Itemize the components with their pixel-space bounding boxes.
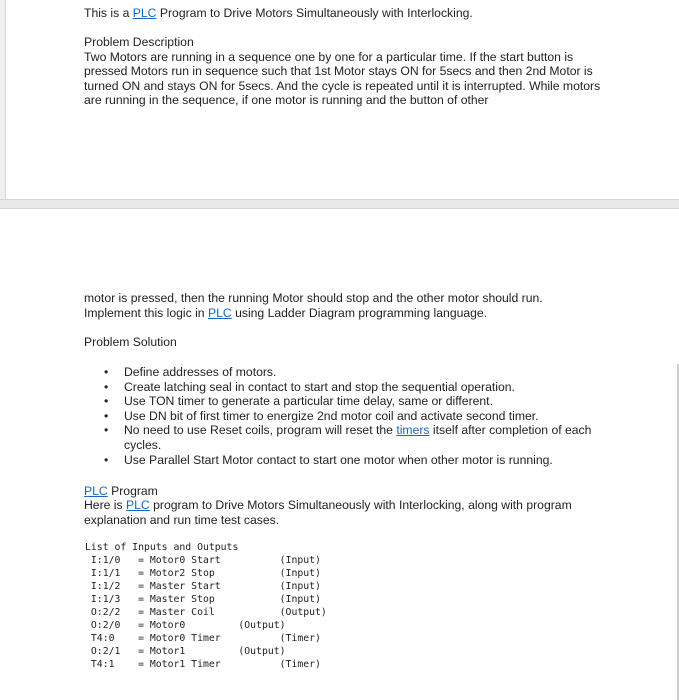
io-row: T4:0 = Motor0 Timer (Timer) — [85, 633, 321, 644]
timers-link[interactable]: timers — [396, 423, 430, 438]
plc-program-heading — [84, 484, 158, 499]
page-separator — [0, 199, 679, 209]
intro-line — [84, 6, 473, 21]
plc-program-suffix: program to Drive Motors Simultaneously with Interlocking, along with program explanation and run time test cases. — [84, 498, 572, 527]
page-top — [0, 0, 679, 199]
list-item: • Use DN bit of first timer to energize 2nd motor coil and activate second timer. — [84, 409, 604, 424]
io-list-title: List of Inputs and Outputs — [85, 542, 239, 553]
list-item-text: No need to use Reset coils, program will reset the — [124, 423, 397, 438]
plc-program-heading-suffix: Program — [107, 483, 158, 498]
list-item: • Use TON timer to generate a particular time delay, same or different. — [84, 394, 604, 409]
solution-list — [84, 365, 604, 467]
io-row: I:1/2 = Master Start (Input) — [85, 581, 321, 592]
plc-program-prefix: Here is — [84, 498, 126, 512]
io-row: O:2/0 = Motor0 (Output) — [85, 620, 286, 631]
list-item: • Use Parallel Start Motor contact to start one motor when other motor is running. — [84, 453, 604, 468]
plc-link-program[interactable]: PLC — [126, 498, 150, 512]
list-item: • Define addresses of motors. — [84, 365, 604, 380]
io-row: I:1/0 = Motor0 Start (Input) — [85, 555, 321, 566]
problem-description-continued: motor is pressed, then the running Motor should stop and the other motor should run. — [84, 291, 543, 305]
list-item — [84, 423, 604, 452]
list-item: • Create latching seal in contact to start and stop the sequential operation. — [84, 380, 604, 395]
problem-description-line2 — [84, 306, 487, 321]
line2-suffix: using Ladder Diagram programming language. — [231, 305, 488, 320]
problem-description-heading: Problem Description — [84, 35, 194, 49]
plc-link-implement[interactable]: PLC — [207, 305, 232, 320]
io-row: I:1/1 = Motor2 Stop (Input) — [85, 568, 321, 579]
plc-program-description — [84, 498, 609, 527]
list-item-text-suffix: itself after completion of each cycles. — [124, 423, 592, 452]
line2-prefix: Implement this logic in — [84, 305, 208, 320]
problem-solution-heading: Problem Solution — [84, 335, 177, 349]
problem-description-text: Two Motors are running in a sequence one by one for a particular time. If the start button is pressed Motors run in sequence such that 1st Motor stays ON for 5secs and then 2nd Motor is turned ON and stays ON for 5secs. And the cycle is repeated until it is interrupted. While motors are running in the sequence, if one motor is running and the button of other — [84, 49, 601, 108]
io-row: O:2/2 = Master Coil (Output) — [85, 607, 327, 618]
intro-prefix: This is a — [84, 6, 133, 20]
io-row: T4:1 = Motor1 Timer (Timer) — [85, 659, 321, 670]
intro-suffix: Program to Drive Motors Simultaneously with Interlocking. — [156, 6, 473, 20]
plc-link-intro[interactable]: PLC — [132, 6, 157, 20]
io-list — [85, 541, 327, 671]
io-row: O:2/1 = Motor1 (Output) — [85, 646, 286, 657]
io-row: I:1/3 = Master Stop (Input) — [85, 594, 321, 605]
plc-link-heading[interactable]: PLC — [84, 483, 108, 498]
